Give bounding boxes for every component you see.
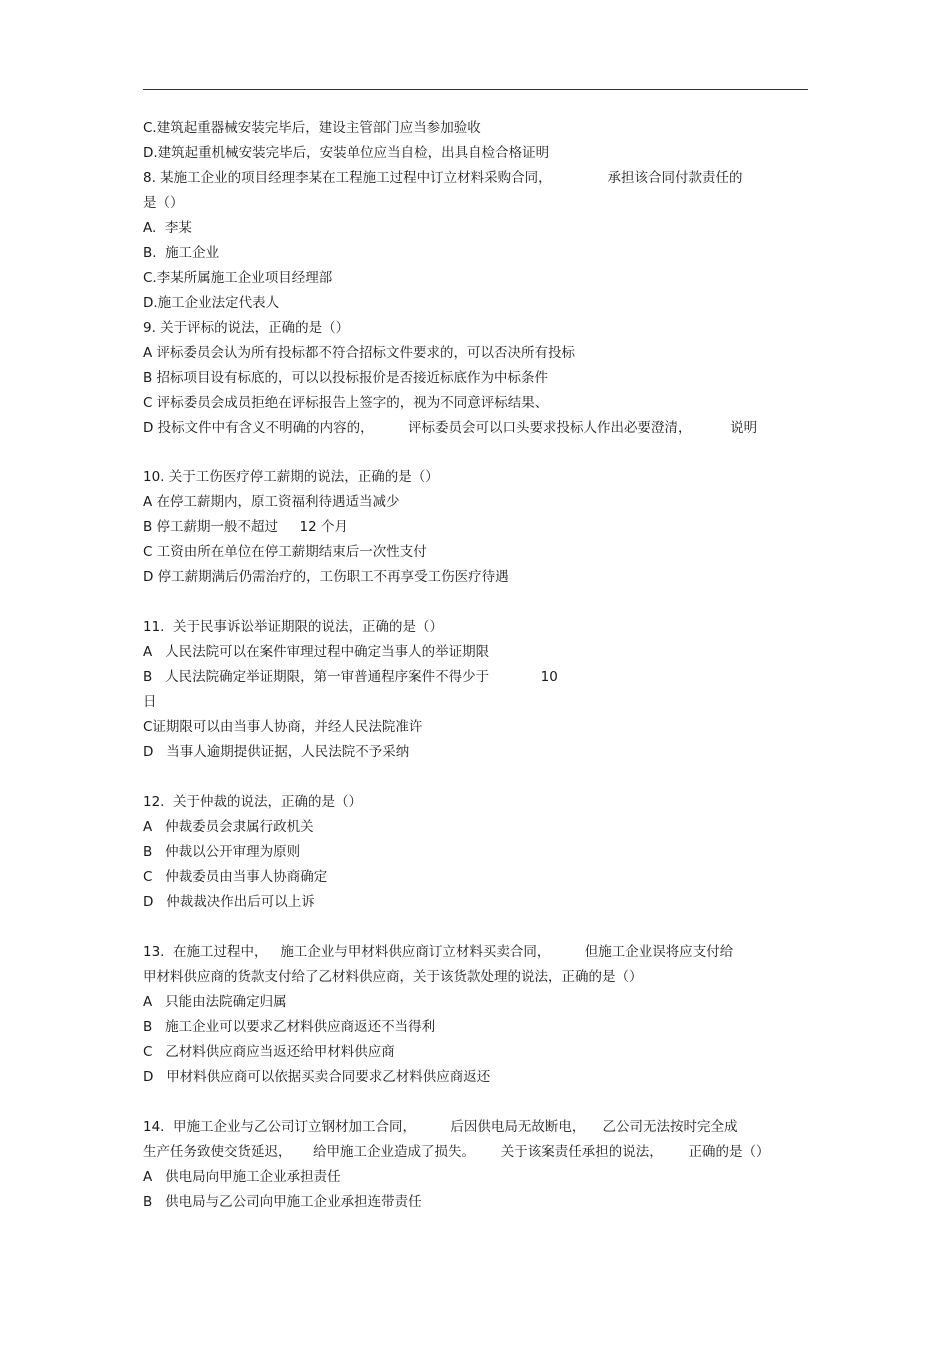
question-11: 11. 关于民事诉讼举证期限的说法，正确的是（） <box>143 619 444 635</box>
option-a-q8: A. 李某 <box>143 220 192 236</box>
option-d-q13: D 甲材料供应商可以依据买卖合同要求乙材料供应商返还 <box>143 1069 491 1085</box>
option-b-q14: B 供电局与乙公司向甲施工企业承担连带责任 <box>143 1194 422 1210</box>
question-13: 13. 在施工过程中， 施工企业与甲材料供应商订立材料买卖合同， 但施工企业误将应支付给 <box>143 944 734 960</box>
option-b-q11-cont: 日 <box>143 694 157 710</box>
option-b-q12: B 仲裁以公开审理为原则 <box>143 844 301 860</box>
option-d-q9: D 投标文件中有含义不明确的内容的， 评标委员会可以口头要求投标人作出必要澄清， 说明 <box>143 420 758 436</box>
question-14: 14. 甲施工企业与乙公司订立钢材加工合同， 后因供电局无故断电， 乙公司无法按时完全成 <box>143 1119 738 1135</box>
option-b-q9: B 招标项目设有标底的，可以以投标报价是否接近标底作为中标条件 <box>143 370 549 386</box>
option-c-q12: C 仲裁委员由当事人协商确定 <box>143 869 328 885</box>
option-d-q10: D 停工薪期满后仍需治疗的，工伤职工不再享受工伤医疗待遇 <box>143 569 509 585</box>
question-13-cont: 甲材料供应商的货款支付给了乙材料供应商，关于该货款处理的说法，正确的是（） <box>143 969 643 985</box>
option-b-q8: B. 施工企业 <box>143 245 220 261</box>
option-a-q9: A 评标委员会认为所有投标都不符合招标文件要求的，可以否决所有投标 <box>143 345 576 361</box>
question-12: 12. 关于仲裁的说法，正确的是（） <box>143 794 363 810</box>
option-a-q13: A 只能由法院确定归属 <box>143 994 287 1010</box>
option-a-q10: A 在停工薪期内，原工资福利待遇适当减少 <box>143 494 400 510</box>
option-c-q8: C.李某所属施工企业项目经理部 <box>143 270 333 286</box>
option-b-q13: B 施工企业可以要求乙材料供应商返还不当得利 <box>143 1019 436 1035</box>
option-d-q12: D 仲裁裁决作出后可以上诉 <box>143 894 315 910</box>
option-c-q13: C 乙材料供应商应当返还给甲材料供应商 <box>143 1044 395 1060</box>
header-rule <box>143 89 808 90</box>
option-d-q8: D.施工企业法定代表人 <box>143 295 280 311</box>
question-9: 9. 关于评标的说法，正确的是（） <box>143 320 350 336</box>
option-d-q11: D 当事人逾期提供证据，人民法院不予采纳 <box>143 744 410 760</box>
option-a-q14: A 供电局向甲施工企业承担责任 <box>143 1169 341 1185</box>
question-8-cont: 是（） <box>143 195 184 211</box>
option-c-q9: C 评标委员会成员拒绝在评标报告上签字的，视为不同意评标结果、 <box>143 395 549 411</box>
question-8: 8. 某施工企业的项目经理李某在工程施工过程中订立材料采购合同， 承担该合同付款责任的 <box>143 170 743 186</box>
option-c-q11: C证期限可以由当事人协商，并经人民法院准许 <box>143 719 423 735</box>
question-14-cont: 生产任务致使交货延迟， 给甲施工企业造成了损失。 关于该案责任承担的说法， 正确的是（） <box>143 1144 770 1160</box>
option-a-q11: A 人民法院可以在案件审理过程中确定当事人的举证期限 <box>143 644 490 660</box>
option-b-q10: B 停工薪期一般不超过 12 个月 <box>143 519 348 535</box>
question-10: 10. 关于工伤医疗停工薪期的说法，正确的是（） <box>143 469 439 485</box>
option-c-q7: C.建筑起重器械安装完毕后，建设主管部门应当参加验收 <box>143 120 481 136</box>
option-c-q10: C 工资由所在单位在停工薪期结束后一次性支付 <box>143 544 427 560</box>
option-d-q7: D.建筑起重机械安装完毕后，安装单位应当自检，出具自检合格证明 <box>143 145 550 161</box>
option-a-q12: A 仲裁委员会隶属行政机关 <box>143 819 314 835</box>
option-b-q11: B 人民法院确定举证期限，第一审普通程序案件不得少于 10 <box>143 669 558 685</box>
